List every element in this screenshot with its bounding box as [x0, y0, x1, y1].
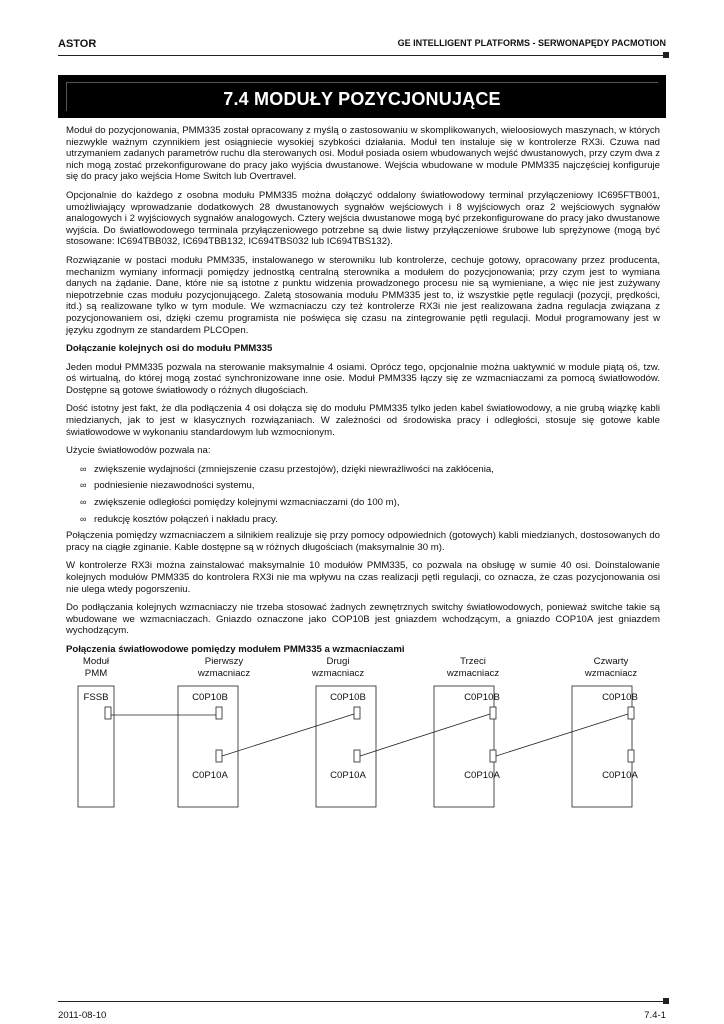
- amp4-label-line2: wzmacniacz: [584, 668, 638, 679]
- amplifier-1-box: [178, 686, 238, 807]
- amp1-port-out-label: C0P10A: [192, 770, 228, 781]
- amp3-port-in-label: C0P10B: [464, 692, 500, 703]
- section-heading-diagram: Połączenia światłowodowe pomiędzy modułem PMM335 a wzmacniaczami: [66, 643, 405, 655]
- module-port-label: FSSB: [83, 692, 109, 703]
- paragraph-terminal: Opcjonalnie do każdego z osobna modułu PMM335 można dołączyć oddalony światłowodowy terminal przyłączeniowy IC695FTB001, umożliwiający wprowadzanie dodatkowych 28 dwustanowych sygnałów wejściowych i 8 wyjściowych oraz 2 wejściowych sygnałów analogowych i 2 wyjściowych sygnałów analogowych. Cztery wejścia dwustanowe mogą być przekonfigurowane do pracy jako dwustanowe wyjścia. Do światłowodowego terminala przyłączeniowego potrzebne są dwie listwy przyłączeniowe śrubowe lub sprężynowe (mogą być stosowane: IC694TBB032, IC694TBB132, IC694TBS032 lub IC694TBS132).: [66, 189, 660, 248]
- list-item-text: zwiększenie wydajności (zmniejszenie czasu przestojów), dzięki niewrażliwości na zakłócenia,: [94, 463, 494, 475]
- amp1-port-out: [216, 750, 222, 762]
- bullet-icon: ∞: [80, 513, 87, 524]
- paragraph-module-count: W kontrolerze RX3i można zainstalować maksymalnie 10 modułów PMM335, co pozwala na obsługę w sumie 40 osi. Doinstalowanie kolejnych modułów PMM335 do kontrolera RX3i nie ma wpływu na czas realizacji pętli regulacji, co oznacza, że czas pozycjonowania osi nie ulega wtedy pogorszeniu.: [66, 560, 660, 595]
- benefits-list: [66, 464, 660, 525]
- amp1-port-in: [216, 707, 222, 719]
- module-label-line2: PMM: [84, 668, 108, 679]
- section-heading-axes: Dołączanie kolejnych osi do modułu PMM335: [66, 343, 273, 355]
- header-company: ASTOR: [58, 38, 97, 50]
- header-rule-marker: [663, 52, 669, 58]
- amplifier-3-box: [434, 686, 494, 807]
- amp4-port-out: [628, 750, 634, 762]
- pmm-module-box: [78, 686, 114, 807]
- paragraph-motor-cables: Połączenia pomiędzy wzmacniaczem a silnikiem realizuje się przy pomocy odpowiednich (gotowych) kabli miedzianych, dostosowanych do pracy na ciągłe zginanie. Kable dostępne są w różnych długościach (maksymalnie 30 m).: [66, 530, 660, 553]
- amp3-label-line1: Trzeci: [460, 656, 486, 667]
- paragraph-intro: Moduł do pozycjonowania, PMM335 został opracowany z myślą o zastosowaniu w skomplikowanych, wieloosiowych maszynach, w których niezwykle ważnym czynnikiem jest osiągniecie wysokiej szybkości działania. Moduł ten instaluje się w kontrolerze RX3i. Czuwa nad utrzymaniem zadanych parametrów ruchu dla sterowanych osi. Moduł posiada osiem wbudowanych wejść dwustanowych, przy czym dwa z nich mogą zostać przekonfigurowane do pracy jako wyjścia dwustanowe. Wejścia wbudowane w module PMM335 najczęściej konfiguruje się do pracy jako wejścia Home Switch lub Overtravel.: [66, 125, 660, 183]
- amplifier-4-box: [572, 686, 632, 807]
- bullet-icon: ∞: [80, 463, 87, 474]
- module-label-line1: Moduł: [82, 656, 110, 667]
- fssb-port: [105, 707, 111, 719]
- list-item: [66, 480, 660, 492]
- amp2-port-out: [354, 750, 360, 762]
- paragraph-solution: Rozwiązanie w postaci modułu PMM335, instalowanego w sterowniku lub kontrolerze, cechuje gotowy, opracowany przez producenta, mechanizm wymiany informacji pomiędzy jednostką centralną sterownika a modułem do pozycjonowania; przy czym jest to wymiana danych na żądanie. Dane, które nie są istotne z punktu widzenia prowadzonego procesu nie są wymieniane, a więc nie jest zużywany niepotrzebnie czas modułu pozycjonującego. Zaletą stosowania modułu PMM335 jest to, iż wszystkie pętle regulacji (pozycji, prędkości, itd.) są realizowane tylko w tym module. We wzmacniaczu czy też kontrolerze RX3i nie jest realizowana żadna regulacja związana z pozycjonowaniem osi, dzięki czemu programista nie poświęca się czasu na zintegrowanie pętli regulacji. Moduł programowany jest w języku zgodnym ze standardem PLCOpen.: [66, 254, 660, 336]
- amp2-port-in-label: C0P10B: [330, 692, 366, 703]
- footer-rule: [58, 1001, 666, 1002]
- amp2-port-in: [354, 707, 360, 719]
- list-item: [66, 464, 660, 476]
- amp3-port-out-label: C0P10A: [464, 770, 500, 781]
- footer-date: 2011-08-10: [58, 1010, 107, 1021]
- amp1-label-line2: wzmacniacz: [197, 668, 251, 679]
- bullet-icon: ∞: [80, 497, 87, 508]
- chapter-title-bar: [58, 75, 666, 118]
- paragraph-axes: Jeden moduł PMM335 pozwala na sterowanie maksymalnie 4 osiami. Oprócz tego, opcjonalnie można uaktywnić w module piątą oś, tzw. oś wirtualną, do której mogą zostać synchronizowane inne osie. Moduł PMM335 łączy się ze wzmacniaczami za pomocą światłowodów. Dostępne są gotowe światłowody o różnych długościach.: [66, 361, 660, 396]
- list-item-text: podniesienie niezawodności systemu,: [94, 480, 255, 492]
- bullet-icon: ∞: [80, 480, 87, 491]
- amp2-label-line1: Drugi: [326, 656, 350, 667]
- list-item: [66, 497, 660, 509]
- amp4-label-line1: Czwarty: [593, 656, 629, 667]
- list-item-text: zwiększenie odległości pomiędzy kolejnymi wzmacniaczami (do 100 m),: [94, 497, 400, 509]
- amp1-port-in-label: C0P10B: [192, 692, 228, 703]
- amp3-label-line2: wzmacniacz: [446, 668, 500, 679]
- list-item: [66, 514, 660, 526]
- list-item-text: redukcję kosztów połączeń i nakładu pracy.: [94, 513, 278, 525]
- amp4-port-in-label: C0P10B: [602, 692, 638, 703]
- amp3-port-in: [490, 707, 496, 719]
- amp2-label-line2: wzmacniacz: [311, 668, 365, 679]
- amp3-port-out: [490, 750, 496, 762]
- paragraph-fiber-benefits-intro: Użycie światłowodów pozwala na:: [66, 445, 211, 457]
- fiber-connection-diagram: [58, 648, 666, 818]
- footer-rule-marker: [663, 998, 669, 1004]
- amp1-label-line1: Pierwszy: [204, 656, 244, 667]
- header-rule: [58, 55, 666, 56]
- chapter-title: 7.4 MODUŁY POZYCJONUJĄCE: [223, 89, 501, 109]
- page-number: 7.4-1: [644, 1010, 666, 1021]
- amp4-port-out-label: C0P10A: [602, 770, 638, 781]
- amp4-port-in: [628, 707, 634, 719]
- amp2-port-out-label: C0P10A: [330, 770, 366, 781]
- paragraph-switches: Do podłączania kolejnych wzmacniaczy nie trzeba stosować żadnych zewnętrznych switchy światłowodowych, ponieważ switche takie są wbudowane we wzmacniaczach. Gniazdo oznaczone jako COP10B jest gniazdem wchodzącym, a gniazdo COP10A jest gniazdem wychodzącym.: [66, 602, 660, 637]
- header-section: GE INTELLIGENT PLATFORMS - SERWONAPĘDY PACMOTION: [397, 38, 666, 48]
- body-content: [66, 125, 660, 663]
- amplifier-2-box: [316, 686, 376, 807]
- paragraph-fiber-cable: Dość istotny jest fakt, że dla podłączenia 4 osi dołącza się do modułu PMM335 tylko jeden kabel światłowodowy, a nie grubą wiązkę kabli miedzianych, jak to jest w klasycznych rozwiązaniach. W zależności od środowiska pracy i odległości, stosuje się gotowe kable światłowodowe w wykonaniu standardowym lub wzmocnionym.: [66, 403, 660, 438]
